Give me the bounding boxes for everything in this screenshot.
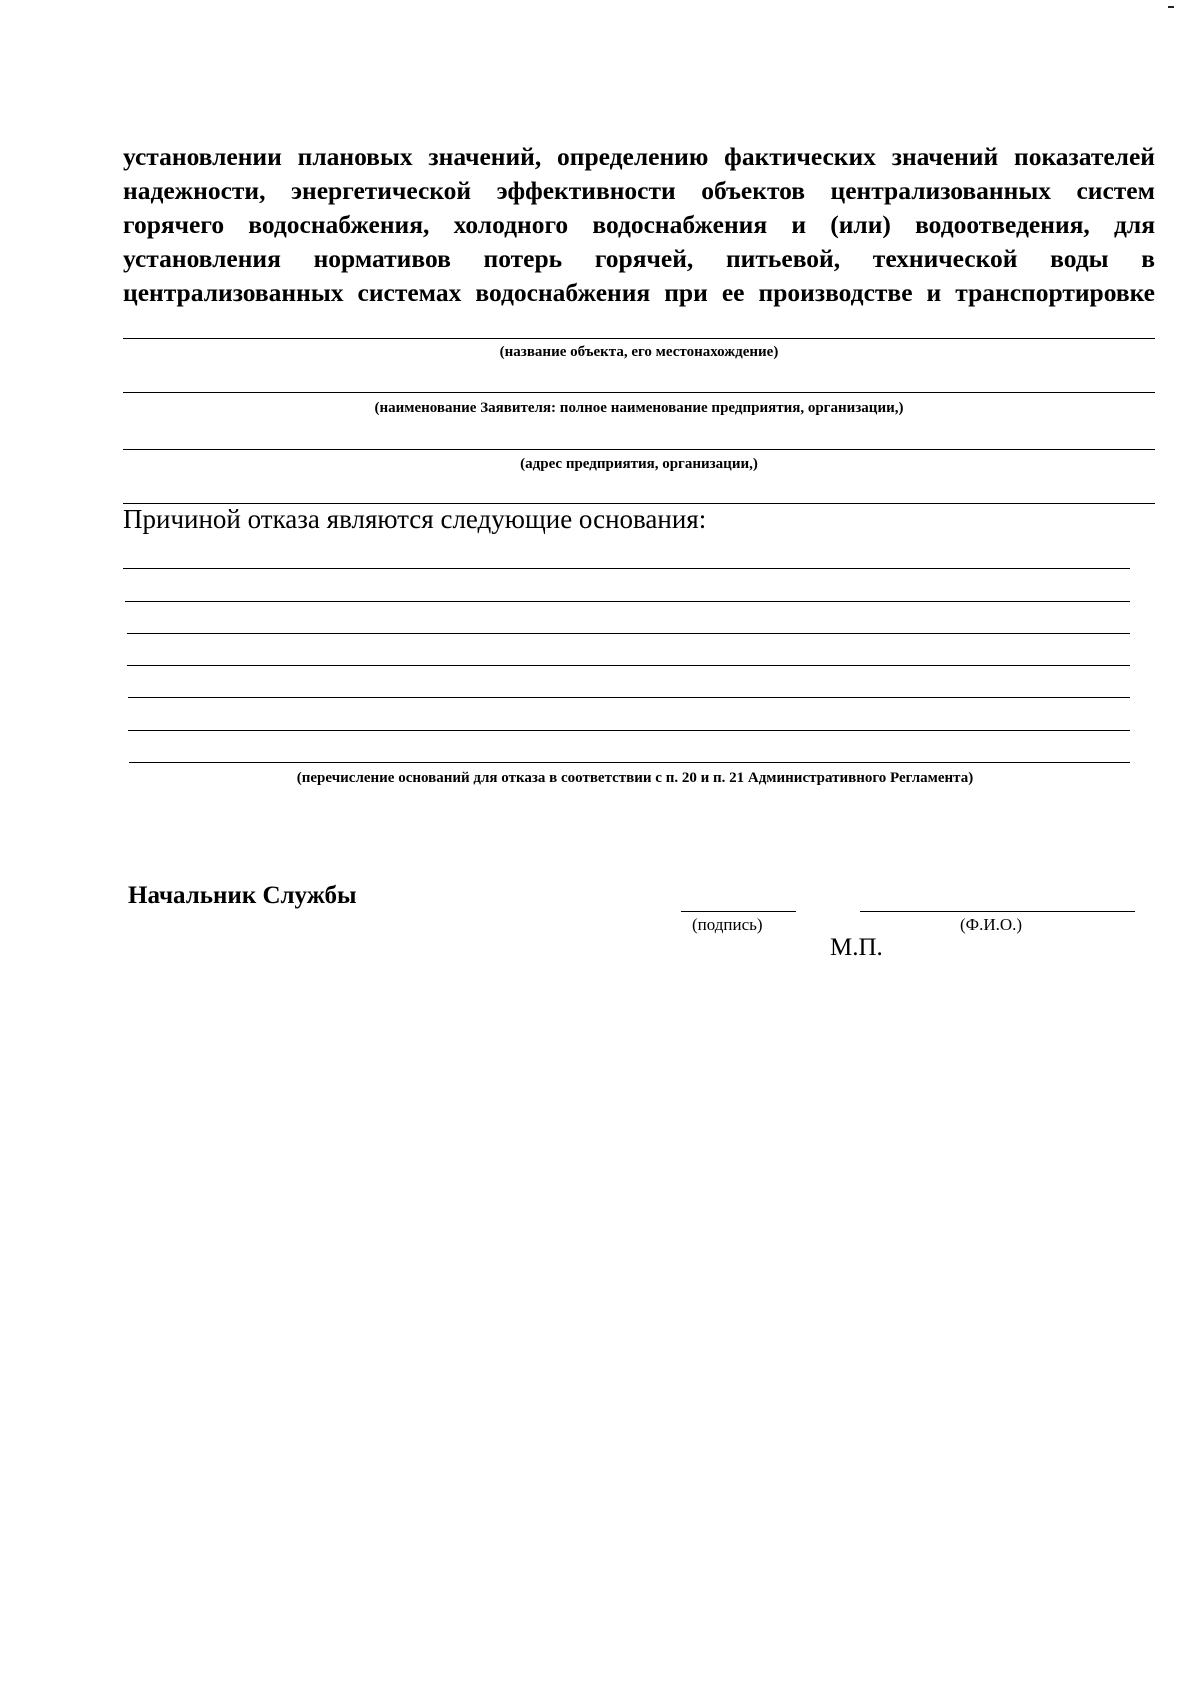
reason-line[interactable]	[128, 730, 1130, 731]
reason-line[interactable]	[129, 762, 1130, 763]
paragraph-line: горячего водоснабжения, холодного водоснабжения и (или) водоотведения, для	[123, 210, 1155, 239]
reason-line[interactable]	[127, 665, 1130, 666]
object-field-caption: (название объекта, его местонахождение)	[499, 344, 779, 360]
paragraph-line: установлении плановых значений, определению фактических значений показателей	[123, 142, 1155, 171]
scan-speck	[1168, 6, 1174, 8]
address-field-line[interactable]	[123, 449, 1155, 450]
reason-line[interactable]	[125, 601, 1130, 602]
paragraph-line: установления нормативов потерь горячей, питьевой, технической воды в	[123, 244, 1155, 273]
address-field-caption: (адрес предприятия, организации,)	[520, 456, 758, 472]
paragraph-line: централизованных системах водоснабжения при ее производстве и транспортировке	[123, 278, 1155, 307]
name-line[interactable]	[860, 911, 1135, 912]
name-caption: (Ф.И.О.)	[960, 915, 1023, 934]
position-title: Начальник Службы	[128, 882, 357, 909]
paragraph-line: надежности, энергетической эффективности объектов централизованных систем	[123, 176, 1155, 205]
object-field-line[interactable]	[123, 338, 1155, 339]
stamp-place-label: М.П.	[830, 934, 883, 961]
signature-line[interactable]	[681, 911, 796, 912]
signature-caption: (подпись)	[692, 915, 763, 934]
reasons-list-caption: (перечисление оснований для отказа в соответствии с п. 20 и п. 21 Административного Регламента)	[296, 770, 974, 786]
intro-paragraph	[123, 140, 1155, 310]
applicant-field-caption: (наименование Заявителя: полное наименование предприятия, организации,)	[374, 400, 904, 416]
reason-heading: Причиной отказа являются следующие основания:	[123, 504, 707, 534]
reason-line[interactable]	[123, 568, 1130, 569]
applicant-field-line[interactable]	[123, 392, 1155, 393]
reason-line[interactable]	[128, 697, 1130, 698]
reason-line[interactable]	[127, 633, 1130, 634]
